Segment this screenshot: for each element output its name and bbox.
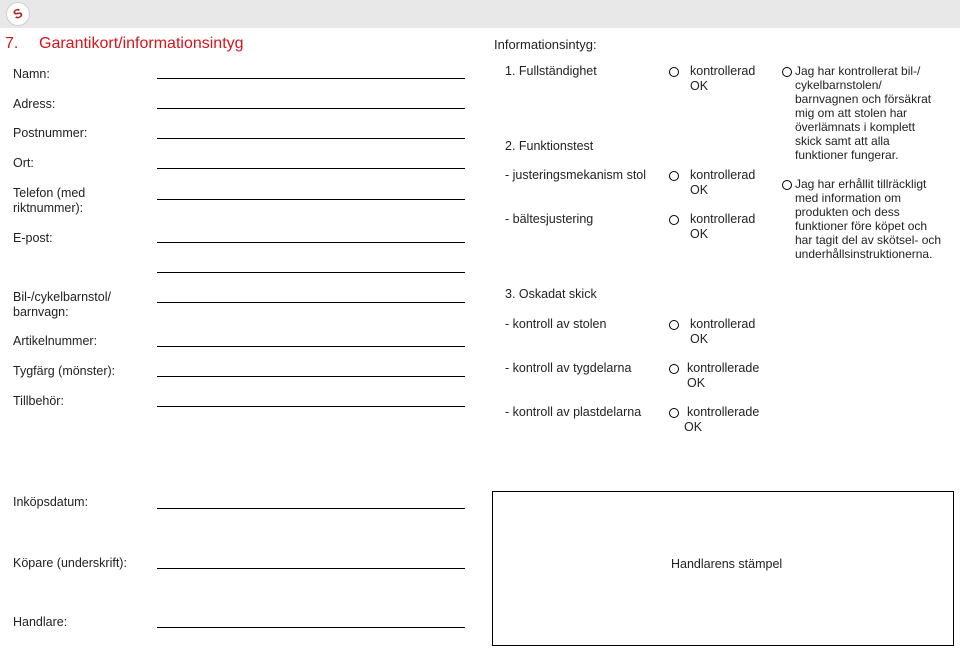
fabric-check-ok-text: OK bbox=[687, 376, 706, 390]
plastic-check-ok-text: OK bbox=[684, 420, 703, 434]
email-field-extra[interactable] bbox=[157, 272, 465, 273]
city-field[interactable] bbox=[157, 168, 465, 169]
address-field[interactable] bbox=[157, 108, 465, 109]
accessories-label: Tillbehör: bbox=[13, 394, 64, 408]
email-label: E-post: bbox=[13, 231, 53, 245]
section-number: 7. bbox=[5, 35, 19, 52]
address-label: Adress: bbox=[13, 97, 56, 111]
phone-field[interactable] bbox=[157, 199, 465, 200]
name-field[interactable] bbox=[157, 78, 465, 79]
product-type-field[interactable] bbox=[157, 302, 465, 303]
belt-adjust-radio[interactable] bbox=[669, 215, 679, 225]
accessories-field[interactable] bbox=[157, 406, 465, 407]
plastic-check-radio[interactable] bbox=[669, 408, 679, 418]
seat-adjust-ok-text: OK bbox=[690, 183, 709, 197]
belt-adjust-label: - bältesjustering bbox=[505, 212, 594, 226]
fabric-check-label: - kontroll av tygdelarna bbox=[505, 361, 632, 375]
seat-adjust-check-text: kontrollerad bbox=[690, 168, 756, 182]
function-test-label: 2. Funktionstest bbox=[505, 139, 594, 153]
declaration-2-text: Jag har erhållit tillräckligt med information om produkten och dess funktioner före köpet och har tagit del av skötsel- och underhållsinstruktionerna. bbox=[795, 177, 942, 261]
dealer-label: Handlare: bbox=[13, 615, 68, 629]
postcode-field[interactable] bbox=[157, 138, 465, 139]
info-heading: Informationsintyg: bbox=[494, 37, 597, 52]
fabric-color-label: Tygfärg (mönster): bbox=[13, 364, 116, 378]
dealer-field[interactable] bbox=[157, 627, 465, 628]
name-label: Namn: bbox=[13, 67, 50, 81]
phone-label: Telefon (med riktnummer): bbox=[13, 186, 86, 215]
purchase-date-field[interactable] bbox=[157, 508, 465, 509]
section-title-text: Garantikort/informationsintyg bbox=[39, 35, 244, 52]
seat-adjust-radio[interactable] bbox=[669, 171, 679, 181]
section-title bbox=[5, 35, 244, 53]
seat-check-ok-text: OK bbox=[690, 332, 709, 346]
email-field[interactable] bbox=[157, 242, 465, 243]
fabric-check-check-text: kontrollerade bbox=[687, 361, 760, 375]
declaration-2-radio[interactable] bbox=[782, 180, 792, 190]
dealer-stamp-label: Handlarens stämpel bbox=[671, 557, 783, 571]
buyer-signature-label: Köpare (underskrift): bbox=[13, 556, 127, 570]
fabric-color-field[interactable] bbox=[157, 376, 465, 377]
seat-check-check-text: kontrollerad bbox=[690, 317, 756, 331]
declaration-1-text: Jag har kontrollerat bil-/ cykelbarnstolen/ barnvagnen och försäkrat mig om att stolen har överlämnats i komplett skick samt att alla funktioner fungerar. bbox=[795, 64, 932, 162]
fabric-check-radio[interactable] bbox=[669, 364, 679, 374]
brand-logo: S bbox=[2, 0, 34, 30]
belt-adjust-check-text: kontrollerad bbox=[690, 212, 756, 226]
plastic-check-check-text: kontrollerade bbox=[687, 405, 760, 419]
completeness-label: 1. Fullständighet bbox=[505, 64, 597, 78]
seat-check-radio[interactable] bbox=[669, 320, 679, 330]
completeness-radio[interactable] bbox=[669, 67, 679, 77]
buyer-signature-field[interactable] bbox=[157, 568, 465, 569]
product-type-label: Bil-/cykelbarnstol/ barnvagn: bbox=[13, 290, 111, 319]
postcode-label: Postnummer: bbox=[13, 126, 88, 140]
purchase-date-label: Inköpsdatum: bbox=[13, 495, 89, 509]
article-number-label: Artikelnummer: bbox=[13, 334, 98, 348]
city-label: Ort: bbox=[13, 156, 34, 170]
declaration-1-radio[interactable] bbox=[782, 67, 792, 77]
article-number-field[interactable] bbox=[157, 346, 465, 347]
plastic-check-label: - kontroll av plastdelarna bbox=[505, 405, 642, 419]
completeness-check-text: kontrollerad bbox=[690, 64, 756, 78]
condition-label: 3. Oskadat skick bbox=[505, 287, 597, 301]
seat-check-label: - kontroll av stolen bbox=[505, 317, 607, 331]
belt-adjust-ok-text: OK bbox=[690, 227, 709, 241]
completeness-ok-text: OK bbox=[690, 79, 709, 93]
seat-adjust-label: - justeringsmekanism stol bbox=[505, 168, 647, 182]
top-bar bbox=[0, 0, 960, 28]
